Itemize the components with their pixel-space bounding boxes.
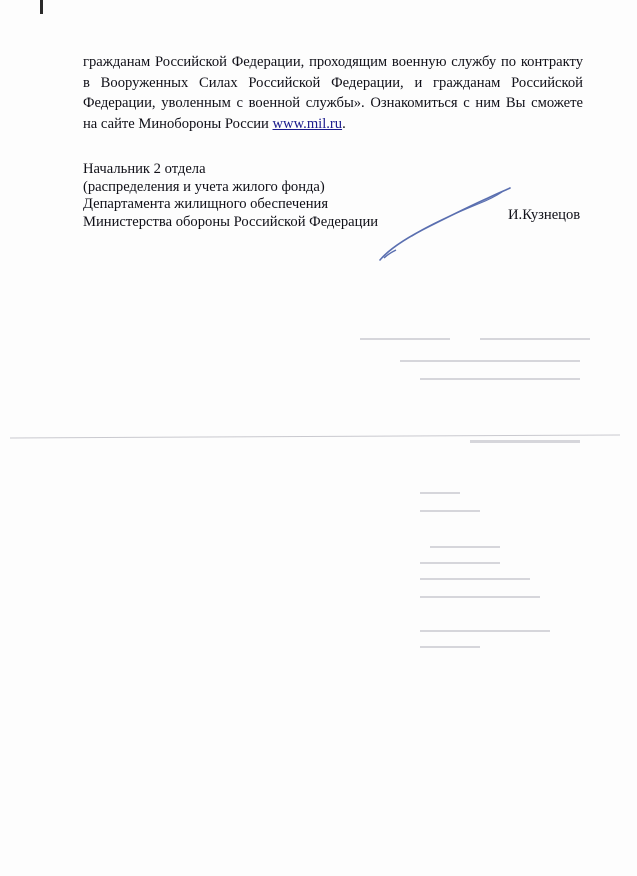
handwritten-signature [370, 178, 530, 268]
body-line: Федерации, уволенным с военной службы». Ознакомиться с ним Вы сможете [83, 95, 583, 111]
letter-body [83, 52, 583, 134]
body-line: гражданам Российской Федерации, проходящим военную службу по контракту [83, 54, 583, 70]
reverse-side-bleed [0, 300, 637, 860]
signer-position-line: (распределения и учета жилого фонда) [83, 178, 325, 195]
signer-position-line: Начальник 2 отдела [83, 161, 206, 177]
website-link[interactable]: www.mil.ru [272, 115, 343, 132]
body-line-text: на сайте Минобороны России [83, 115, 269, 132]
body-line: в Вооруженных Силах Российской Федерации, и гражданам Российской [83, 74, 583, 91]
signer-position-line: Департамента жилищного обеспечения [83, 196, 329, 212]
signer-position-line: Министерства обороны Российской Федерации [83, 213, 379, 230]
scan-edge-mark [40, 0, 43, 14]
signer-name: И.Кузнецов [508, 207, 581, 223]
body-line-last [83, 114, 583, 135]
trailing-period: . [342, 115, 346, 132]
